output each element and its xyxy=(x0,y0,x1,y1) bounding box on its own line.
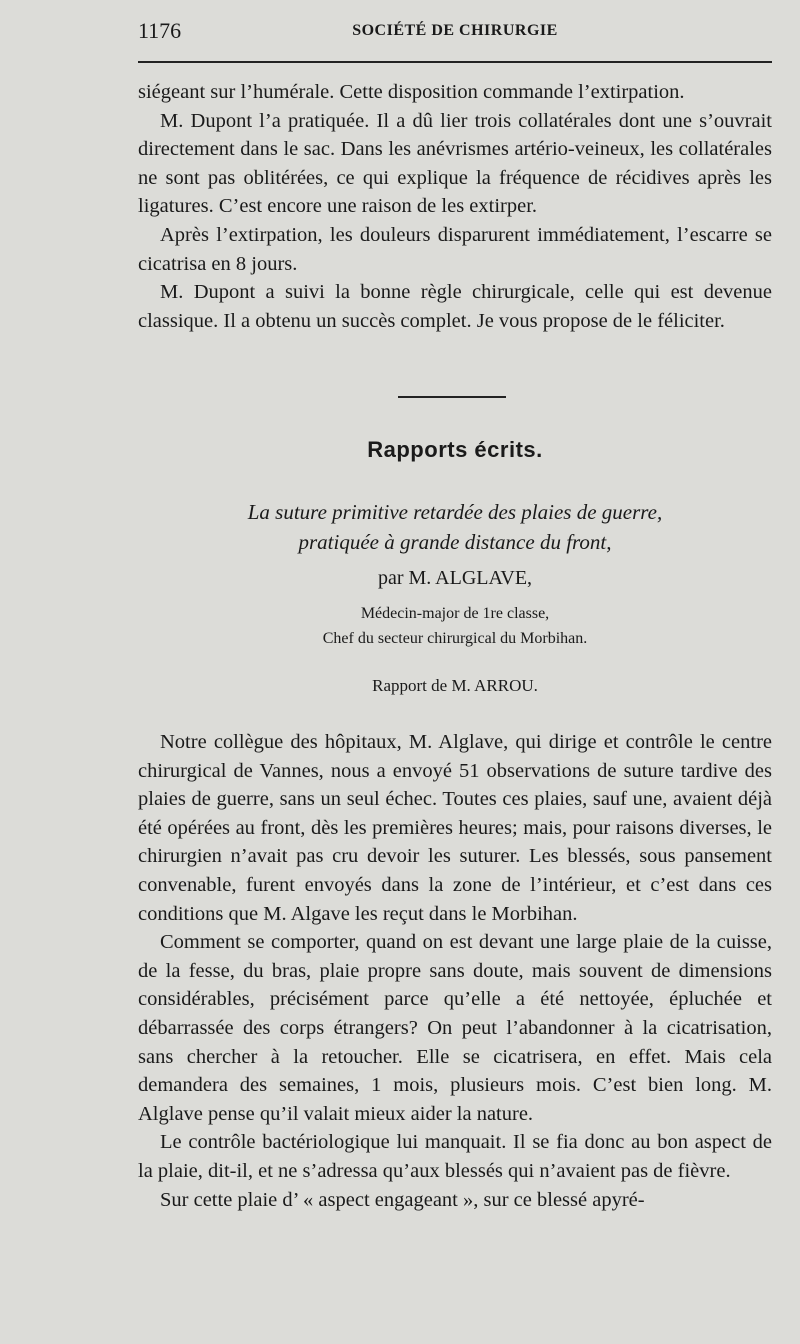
author-affiliation: Chef du secteur chirurgical du Morbihan. xyxy=(322,630,588,647)
paragraph: Comment se comporter, quand on est devant une large plaie de la cuisse, de la fesse, du bras, plaie propre sans doute, mais souvent de dimensions considérables, précisément parce qu’elle a été nettoyée, épluchée et débarrassée des corps étrangers? On peut l’abandonner à la cicatrisation, sans chercher à la retoucher. Elle se cicatrisera, en effet. Mais cela demandera des semaines, 1 mois, plusieurs mois. C’est bien long. M. Alglave pense qu’il valait mieux aider la nature. xyxy=(138,931,772,1125)
top-text-block xyxy=(138,78,772,335)
article-title-line: pratiquée à grande distance du front, xyxy=(298,530,612,554)
paragraph: M. Dupont a suivi la bonne règle chirurgicale, celle qui est devenue classique. Il a obtenu un succès complet. Je vous propose de le féliciter. xyxy=(138,281,772,332)
paragraph: Sur cette plaie d’ « aspect engageant », sur ce blessé apyré- xyxy=(160,1188,645,1211)
running-title: SOCIÉTÉ DE CHIRURGIE xyxy=(352,22,558,39)
paragraph: Après l’extirpation, les douleurs disparurent immédiatement, l’escarre se cicatrisa en 8 jours. xyxy=(138,223,772,275)
paragraph: Le contrôle bactériologique lui manquait. Il se fia donc au bon aspect de la plaie, dit-il, et ne s’adressa qu’aux blessés qui n’avaient pas de fièvre. xyxy=(138,1131,772,1182)
report-attribution: Rapport de M. ARROU. xyxy=(372,676,538,695)
section-title: Rapports écrits. xyxy=(367,437,543,462)
author-line: par M. ALGLAVE, xyxy=(377,567,533,589)
bottom-text-block xyxy=(138,728,772,1214)
article-title-line: La suture primitive retardée des plaies de guerre, xyxy=(247,500,663,524)
paragraph: M. Dupont l’a pratiquée. Il a dû lier trois collatérales dont une s’ouvrait directement dans le sac. Dans les anévrismes artério-veineux, les collatérales ne sont pas oblitérées, ce qui explique la fréquence de récidives après les ligatures. C’est encore une raison de les extirper. xyxy=(138,109,772,218)
paragraph: siégeant sur l’humérale. Cette disposition commande l’extirpation. xyxy=(138,81,685,103)
section-separator xyxy=(398,396,506,398)
page-number: 1176 xyxy=(138,18,182,43)
paragraph: Notre collègue des hôpitaux, M. Alglave, qui dirige et contrôle le centre chirurgical de Vannes, nous a envoyé 51 observations de suture tardive des plaies de guerre, sans un seul échec. Toutes ces plaies, sauf une, avaient déjà été opérées au front, dès les premières heures; mais, pour raisons diverses, le chirurgien n’avait pas cru devoir les suturer. Les blessés, sous pansement convenable, furent envoyés dans la zone de l’intérieur, et c’est dans ces conditions que M. Algave les reçut dans le Morbihan. xyxy=(138,731,772,925)
page-header xyxy=(138,14,772,46)
header-rule xyxy=(138,61,772,63)
article-title xyxy=(138,497,772,557)
author-affiliation: Médecin-major de 1re classe, xyxy=(360,605,550,622)
